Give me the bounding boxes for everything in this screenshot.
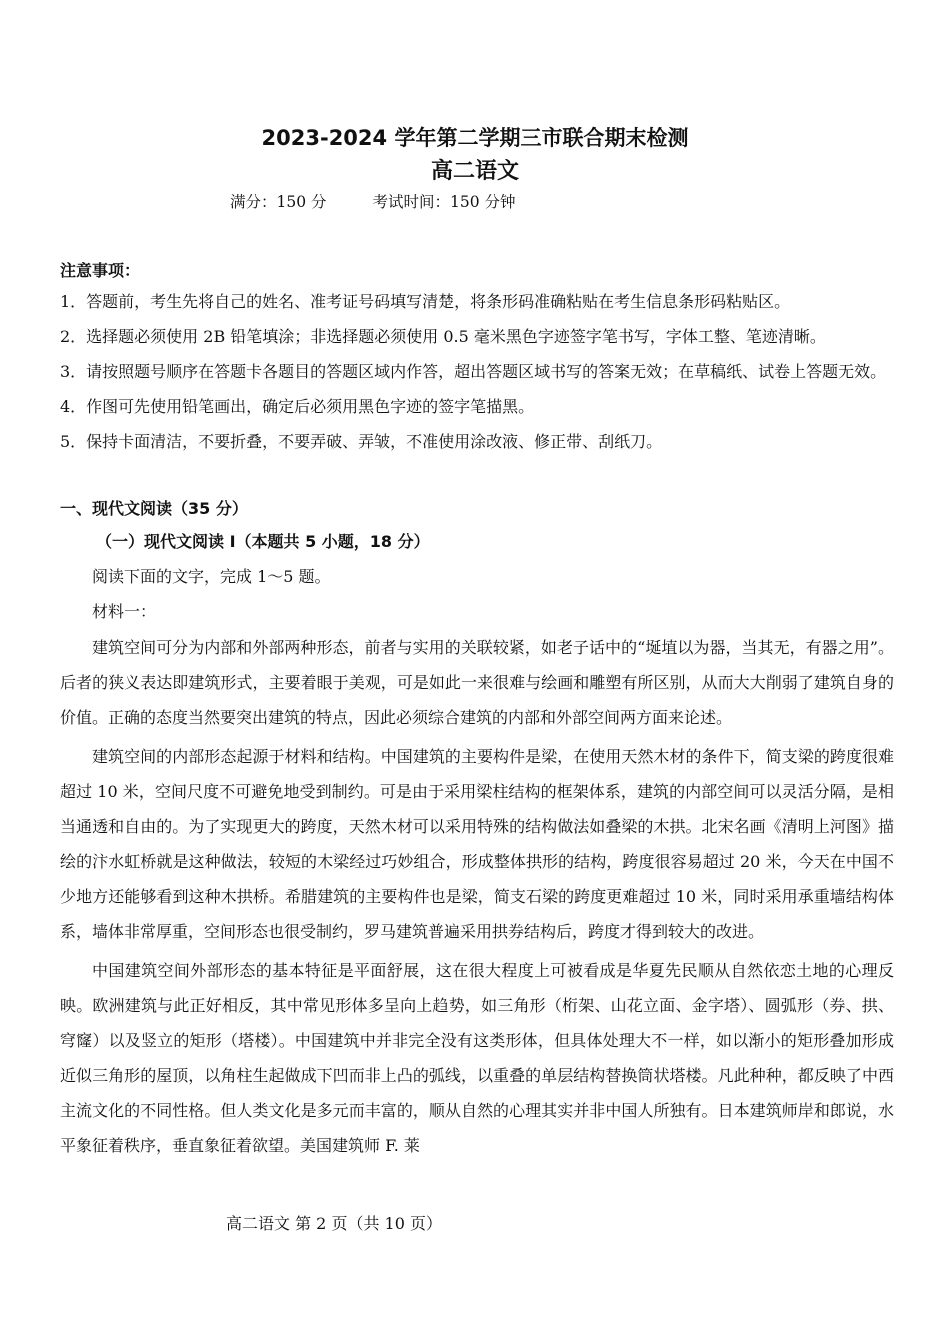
note-item: 3．请按照题号顺序在答题卡各题目的答题区域内作答，超出答题区域书写的答案无效；在草稿纸、试卷上答题无效。 bbox=[60, 362, 887, 381]
section-heading: 一、现代文阅读（35 分） bbox=[60, 499, 248, 518]
material-label: 材料一： bbox=[92, 602, 157, 621]
exam-meta bbox=[230, 191, 516, 213]
full-score: 满分：150 分 bbox=[230, 193, 327, 211]
note-item: 2．选择题必须使用 2B 铅笔填涂；非选择题必须使用 0.5 毫米黑色字迹签字笔书写，字体工整、笔迹清晰。 bbox=[60, 327, 826, 346]
exam-subject: 高二语文 bbox=[430, 159, 519, 184]
passage-paragraph: 建筑空间可分为内部和外部两种形态，前者与实用的关联较紧，如老子话中的“埏埴以为器，当其无，有器之用”。后者的狭义表达即建筑形式，主要着眼于美观，可是如此一来很难与绘画和雕塑有所区别，从而大大削弱了建筑自身的价值。正确的态度当然要突出建筑的特点，因此必须综合建筑的内部和外部空间两方面来论述。 bbox=[60, 638, 894, 727]
notes-list bbox=[60, 284, 894, 459]
exam-time: 考试时间：150 分钟 bbox=[372, 193, 516, 211]
exam-title: 2023-2024 学年第二学期三市联合期末检测 bbox=[261, 126, 689, 150]
note-item: 5．保持卡面清洁，不要折叠，不要弄破、弄皱，不准使用涂改液、修正带、刮纸刀。 bbox=[60, 432, 663, 451]
note-item: 1．答题前，考生先将自己的姓名、准考证号码填写清楚，将条形码准确粘贴在考生信息条形码粘贴区。 bbox=[60, 292, 791, 311]
reading-instruction: 阅读下面的文字，完成 1～5 题。 bbox=[92, 567, 331, 586]
subsection-heading: （一）现代文阅读 I（本题共 5 小题，18 分） bbox=[96, 532, 430, 551]
passage-paragraph: 建筑空间的内部形态起源于材料和结构。中国建筑的主要构件是梁，在使用天然木材的条件下，简支梁的跨度很难超过 10 米，空间尺度不可避免地受到制约。可是由于采用梁柱结构的框架体系，建筑的内部空间可以灵活分隔，是相当通透和自由的。为了实现更大的跨度，天然木材可以采用特殊的结构做法如叠梁的木拱。北宋名画《清明上河图》描绘的汴水虹桥就是这种做法，较短的木梁经过巧妙组合，形成整体拱形的结构，跨度很容易超过 20 米，今天在中国不少地方还能够看到这种木拱桥。希腊建筑的主要构件也是梁，简支石梁的跨度更难超过 10 米，同时采用承重墙结构体系，墙体非常厚重，空间形态也很受制约，罗马建筑普遍采用拱券结构后，跨度才得到较大的改进。 bbox=[60, 747, 894, 941]
notes-heading: 注意事项： bbox=[60, 261, 141, 280]
note-item: 4．作图可先使用铅笔画出，确定后必须用黑色字迹的签字笔描黑。 bbox=[60, 397, 535, 416]
page-footer: 高二语文 第 2 页（共 10 页） bbox=[226, 1214, 442, 1233]
reading-passage bbox=[60, 630, 894, 1163]
passage-paragraph: 中国建筑空间外部形态的基本特征是平面舒展，这在很大程度上可被看成是华夏先民顺从自然依恋土地的心理反映。欧洲建筑与此正好相反，其中常见形体多呈向上趋势，如三角形（桁架、山花立面、金字塔）、圆弧形（券、拱、穹窿）以及竖立的矩形（塔楼）。中国建筑中并非完全没有这类形体，但具体处理大不一样，如以渐小的矩形叠加形成近似三角形的屋顶，以角柱生起做成下凹而非上凸的弧线，以重叠的单层结构替换筒状塔楼。凡此种种，都反映了中西主流文化的不同性格。但人类文化是多元而丰富的，顺从自然的心理其实并非中国人所独有。日本建筑师岸和郎说，水平象征着秩序，垂直象征着欲望。美国建筑师 F. 莱 bbox=[60, 961, 894, 1155]
